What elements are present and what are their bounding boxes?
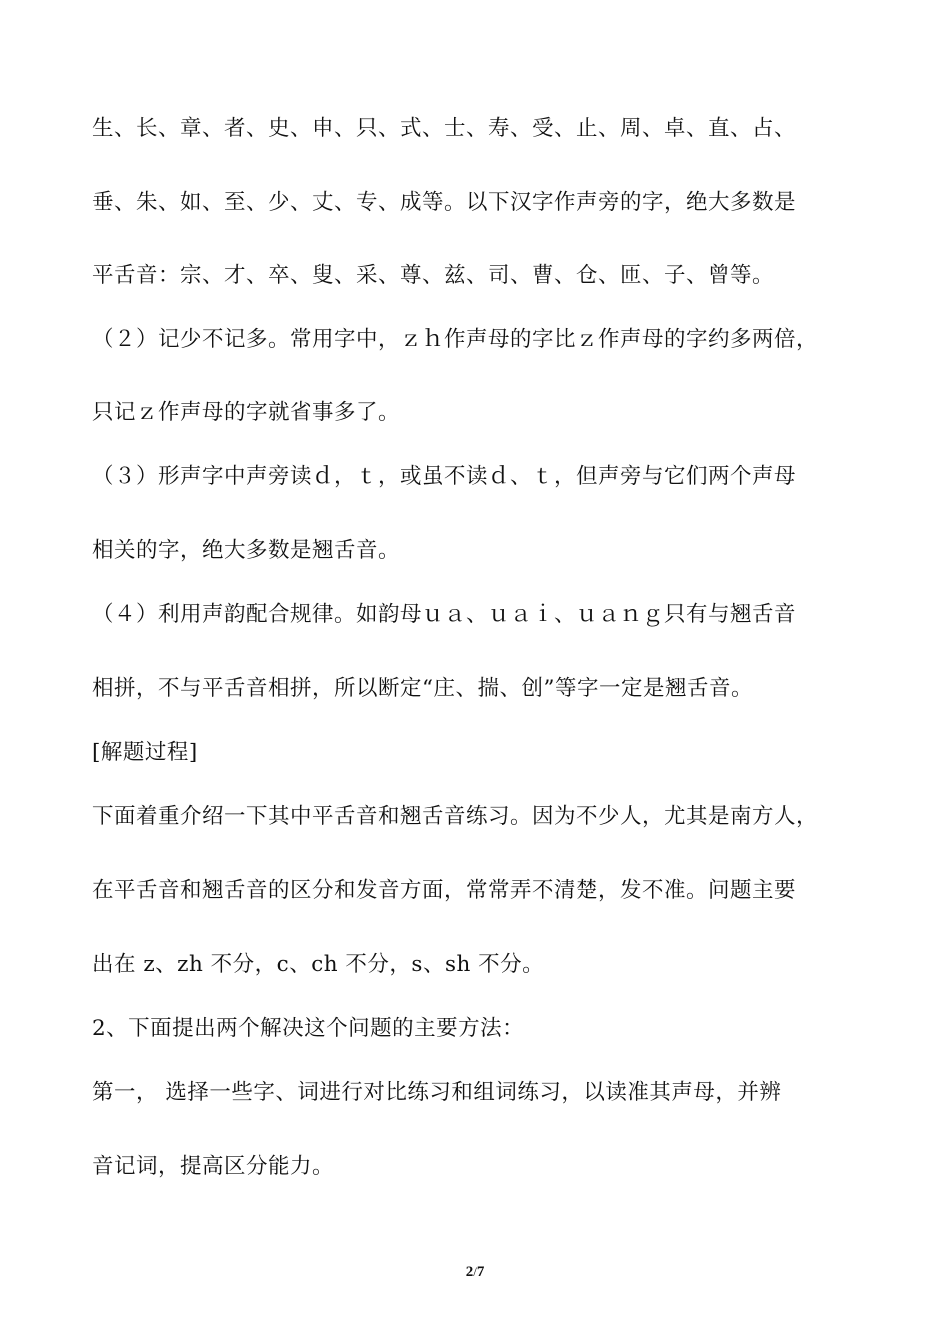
text-line: 平舌音：宗、才、卒、叟、采、尊、兹、司、曹、仓、匝、子、曾等。 — [92, 263, 775, 288]
text-line: 相拼，不与平舌音相拼，所以断定“庄、揣、创”等字一定是翘舌音。 — [92, 676, 753, 701]
page-total: 7 — [476, 1264, 485, 1280]
text-line: 在平舌音和翘舌音的区分和发音方面，常常弄不清楚，发不准。问题主要 — [92, 878, 797, 903]
text-line: 生、长、章、者、史、申、只、式、士、寿、受、止、周、卓、直、占、 — [92, 116, 797, 141]
section-heading: [解题过程] — [92, 740, 198, 765]
text-line: （２）记少不记多。常用字中，ｚｈ作声母的字比ｚ作声母的字约多两倍， — [92, 327, 819, 352]
text-line: 2、下面提出两个解决这个问题的主要方法： — [92, 1016, 525, 1041]
text-line: 第一， 选择一些字、词进行对比练习和组词练习，以读准其声母，并辨 — [92, 1080, 782, 1105]
page-separator: / — [473, 1264, 477, 1279]
text-line: 只记ｚ作声母的字就省事多了。 — [92, 400, 401, 425]
text-line: （４）利用声韵配合规律。如韵母ｕａ、ｕａｉ、ｕａｎｇ只有与翘舌音 — [92, 602, 797, 627]
page-number — [0, 1262, 950, 1282]
page-current: 2 — [465, 1264, 474, 1280]
text-line: 垂、朱、如、至、少、丈、专、成等。以下汉字作声旁的字，绝大多数是 — [92, 190, 797, 215]
text-line: 出在 z、zh 不分，c、ch 不分，s、sh 不分。 — [92, 952, 545, 977]
text-line: 相关的字，绝大多数是翘舌音。 — [92, 538, 401, 563]
text-line: 音记词，提高区分能力。 — [92, 1154, 335, 1179]
text-line: （３）形声字中声旁读ｄ，ｔ，或虽不读ｄ、ｔ，但声旁与它们两个声母 — [92, 464, 797, 489]
text-line: 下面着重介绍一下其中平舌音和翘舌音练习。因为不少人，尤其是南方人， — [92, 804, 819, 829]
